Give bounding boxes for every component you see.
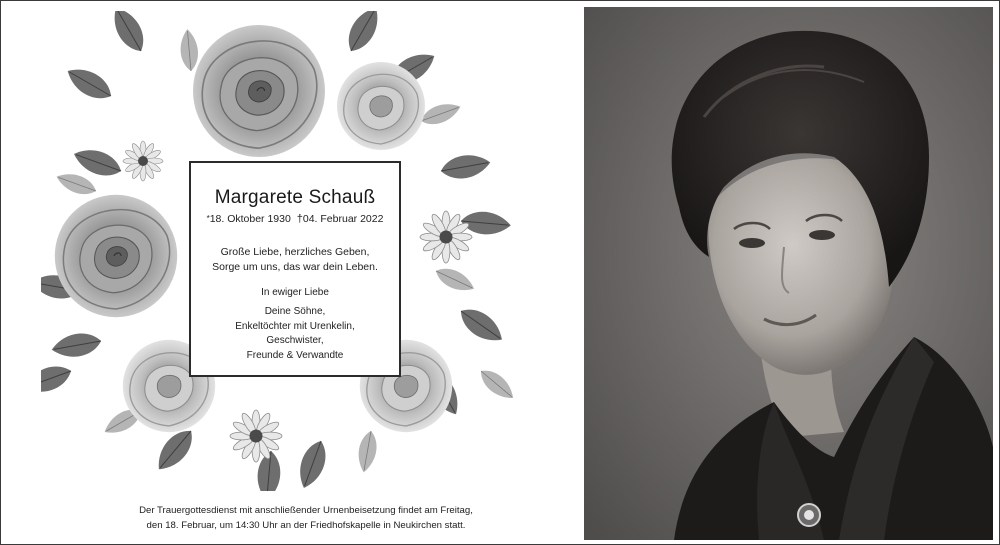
notice-text-frame [189,161,401,377]
funeral-service-info [41,503,571,533]
portrait-photo [584,7,993,540]
deceased-name: Margarete Schauß [214,187,376,208]
verse-line: Sorge um uns, das war dein Leben. [212,261,378,273]
service-line: den 18. Februar, um 14:30 Uhr an der Friedhofskapelle in Neukirchen statt. [146,520,466,531]
mourner-line: Freunde & Verwandte [246,349,344,361]
death-date: 04. Februar 2022 [302,213,384,225]
memorial-verse [191,245,399,275]
loving-memory-line: In ewiger Liebe [261,287,329,298]
birth-date: 18. Oktober 1930 [209,213,291,225]
mourner-line: Enkeltöchter mit Urenkelin, [235,320,355,332]
mourner-line: Deine Söhne, [264,306,326,317]
birth-symbol: * [206,214,210,223]
portrait-of-woman [584,7,993,540]
service-line: Der Trauergottesdienst mit anschließender Urnenbeisetzung findet am Freitag, [139,505,473,516]
verse-line: Große Liebe, herzliches Geben, [220,246,370,258]
mourners-list [191,305,399,363]
mourner-line: Geschwister, [266,335,324,346]
life-dates [191,213,399,225]
death-symbol: † [296,213,303,225]
